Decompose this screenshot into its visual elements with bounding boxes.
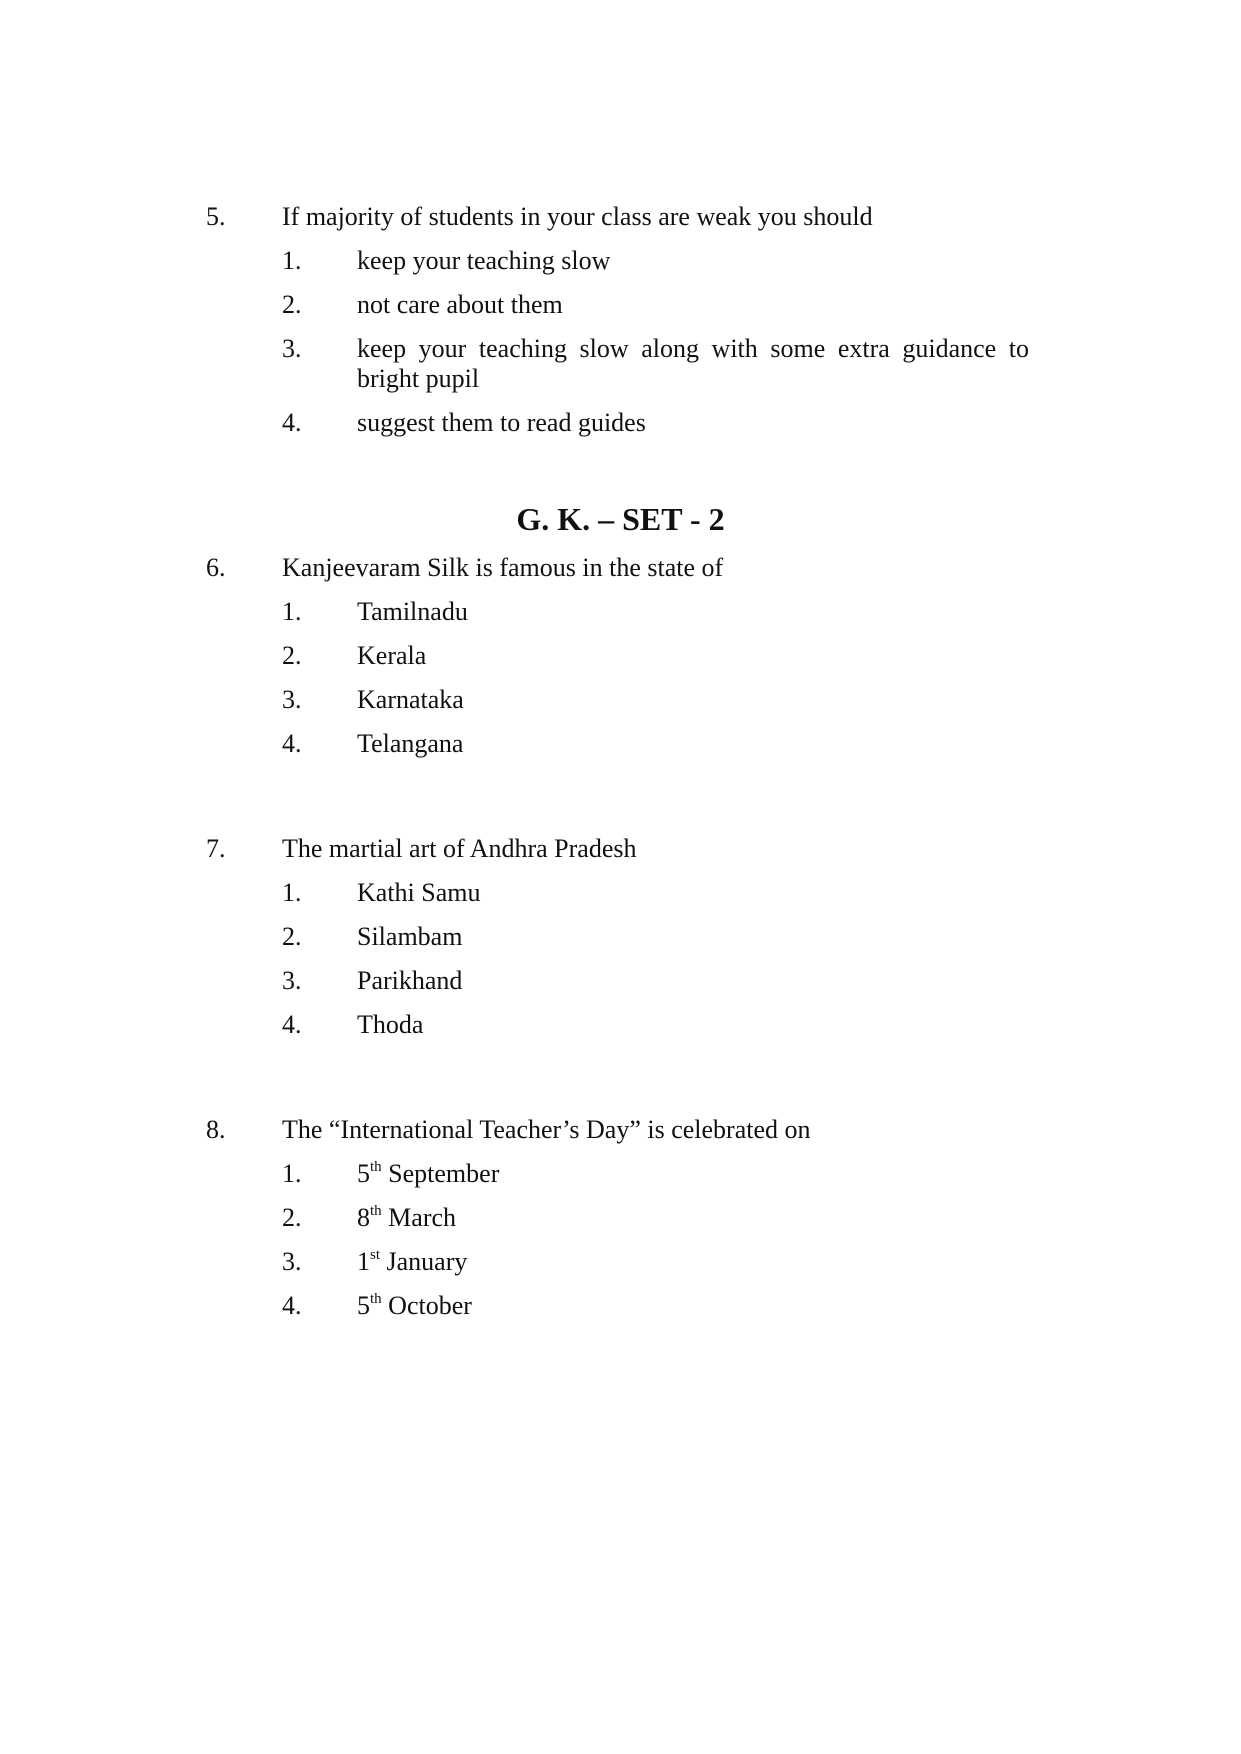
option-3 (0, 685, 1241, 729)
option-1 (0, 878, 1241, 922)
question-stem (0, 202, 1241, 246)
option-text: Tamilnadu (357, 597, 468, 626)
option-3 (0, 1247, 1241, 1291)
option-text: Kathi Samu (357, 878, 481, 907)
question-text: The “International Teacher’s Day” is celebrated on (282, 1115, 811, 1144)
option-text: Karnataka (357, 685, 464, 714)
option-number: 2. (282, 290, 302, 319)
question-5 (0, 202, 1241, 452)
option-3 (0, 334, 1241, 408)
option-number: 3. (282, 1247, 302, 1276)
option-text: keep your teaching slow (357, 246, 611, 275)
option-2 (0, 1203, 1241, 1247)
option-text: not care about them (357, 290, 563, 319)
option-4 (0, 408, 1241, 452)
option-1 (0, 1159, 1241, 1203)
option-number: 3. (282, 334, 302, 363)
option-1 (0, 246, 1241, 290)
question-text: Kanjeevaram Silk is famous in the state of (282, 553, 724, 582)
option-month: September (388, 1159, 500, 1188)
option-number: 4. (282, 1291, 302, 1320)
option-2 (0, 641, 1241, 685)
option-month: October (388, 1291, 472, 1320)
question-number: 6. (206, 553, 226, 582)
option-number: 1. (282, 597, 302, 626)
question-6 (0, 553, 1241, 773)
option-month: January (386, 1247, 468, 1276)
option-number: 3. (282, 966, 302, 995)
option-text: keep your teaching slow along with some extra guidance to bright pupil (357, 334, 1029, 393)
option-2 (0, 290, 1241, 334)
question-number: 8. (206, 1115, 226, 1144)
option-number: 2. (282, 641, 302, 670)
option-day: 1 (357, 1247, 370, 1276)
option-text: Thoda (357, 1010, 424, 1039)
option-text: Parikhand (357, 966, 463, 995)
ordinal-suffix: st (370, 1247, 381, 1263)
option-4 (0, 1010, 1241, 1054)
option-2 (0, 922, 1241, 966)
option-text: suggest them to read guides (357, 408, 646, 437)
question-text: The martial art of Andhra Pradesh (282, 834, 637, 863)
ordinal-suffix: th (370, 1203, 382, 1219)
option-text (357, 1203, 1029, 1233)
ordinal-suffix: th (370, 1159, 382, 1175)
section-heading: G. K. – SET - 2 (516, 501, 725, 537)
option-1 (0, 597, 1241, 641)
question-stem (0, 1115, 1241, 1159)
option-text (357, 1291, 1029, 1321)
question-number: 5. (206, 202, 226, 231)
option-4 (0, 729, 1241, 773)
option-number: 3. (282, 685, 302, 714)
question-stem (0, 553, 1241, 597)
ordinal-suffix: th (370, 1291, 382, 1307)
option-month: March (388, 1203, 457, 1232)
option-number: 1. (282, 878, 302, 907)
option-3 (0, 966, 1241, 1010)
question-8 (0, 1115, 1241, 1335)
option-text: Kerala (357, 641, 427, 670)
question-stem (0, 834, 1241, 878)
question-number: 7. (206, 834, 226, 863)
option-number: 4. (282, 729, 302, 758)
question-text: If majority of students in your class are weak you should (282, 202, 873, 231)
option-number: 1. (282, 1159, 302, 1188)
option-number: 2. (282, 1203, 302, 1232)
option-day: 5 (357, 1291, 370, 1320)
option-number: 2. (282, 922, 302, 951)
option-text: Telangana (357, 729, 464, 758)
option-number: 1. (282, 246, 302, 275)
option-day: 8 (357, 1203, 370, 1232)
option-4 (0, 1291, 1241, 1335)
option-day: 5 (357, 1159, 370, 1188)
question-7 (0, 834, 1241, 1054)
option-number: 4. (282, 408, 302, 437)
option-number: 4. (282, 1010, 302, 1039)
option-text (357, 1159, 1029, 1189)
option-text (357, 1247, 1029, 1277)
option-text: Silambam (357, 922, 463, 951)
